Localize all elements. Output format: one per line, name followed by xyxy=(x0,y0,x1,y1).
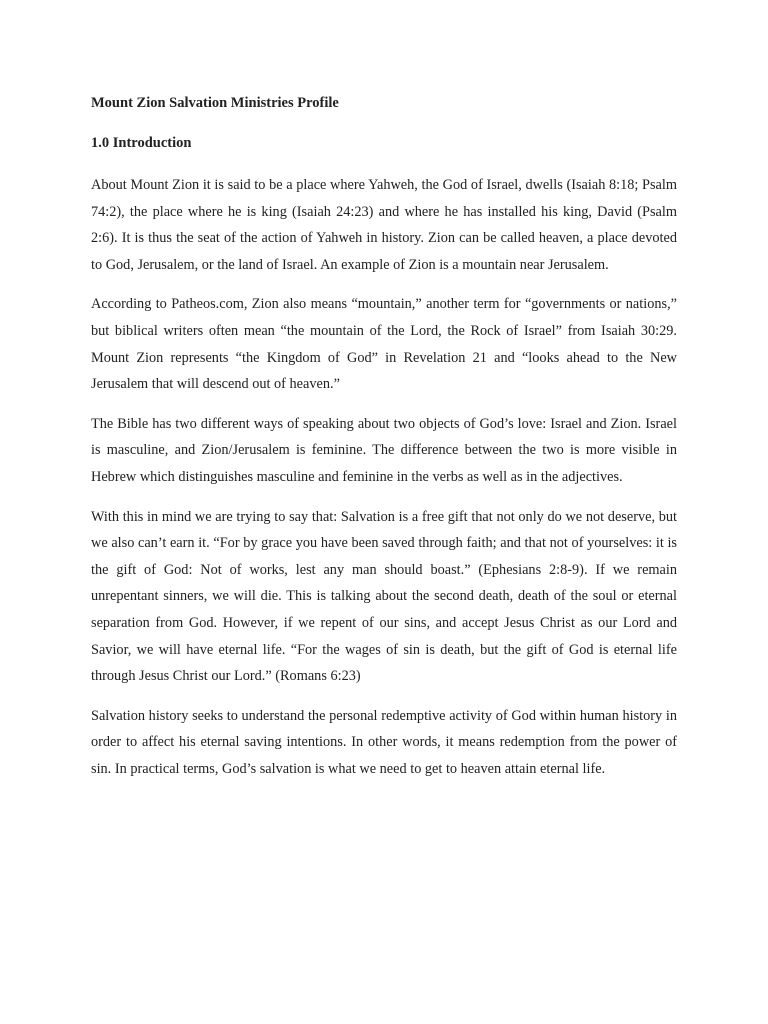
paragraph-1: About Mount Zion it is said to be a place where Yahweh, the God of Israel, dwells (Isaiah 8:18; Psalm 74:2), the place where he is king (Isaiah 24:23) and where he has installed his king, David (Psalm 2:6). It is thus the seat of the action of Yahweh in history. Zion can be called heaven, a place devoted to God, Jerusalem, or the land of Israel. An example of Zion is a mountain near Jerusalem. xyxy=(91,177,677,273)
document-body xyxy=(91,93,677,795)
document-title: Mount Zion Salvation Ministries Profile xyxy=(91,95,339,111)
paragraph-3: The Bible has two different ways of speaking about two objects of God’s love: Israel and Zion. Israel is masculine, and Zion/Jerusalem is feminine. The difference between the two is more visible in Hebrew which distinguishes masculine and feminine in the verbs as well as in the adjectives. xyxy=(91,415,677,485)
paragraph-4: With this in mind we are trying to say that: Salvation is a free gift that not only do we not deserve, but we also can’t earn it. “For by grace you have been saved through faith; and that not of yourselves: it is the gift of God: Not of works, lest any man should boast.” (Ephesians 2:8-9). If we remain unrepentant sinners, we will die. This is talking about the second death, death of the soul or eternal separation from God. However, if we repent of our sins, and accept Jesus Christ as our Lord and Savior, we will have eternal life. “For the wages of sin is death, but the gift of God is eternal life through Jesus Christ our Lord.” (Romans 6:23) xyxy=(91,508,677,685)
paragraph-5: Salvation history seeks to understand the personal redemptive activity of God within human history in order to affect his eternal saving intentions. In other words, it means redemption from the power of sin. In practical terms, God’s salvation is what we need to get to heaven attain eternal life. xyxy=(91,707,677,777)
section-heading: 1.0 Introduction xyxy=(91,135,192,151)
paragraph-2: According to Patheos.com, Zion also means “mountain,” another term for “governments or nations,” but biblical writers often mean “the mountain of the Lord, the Rock of Israel” from Isaiah 30:29. Mount Zion represents “the Kingdom of God” in Revelation 21 and “looks ahead to the New Jerusalem that will descend out of heaven.” xyxy=(91,296,677,393)
